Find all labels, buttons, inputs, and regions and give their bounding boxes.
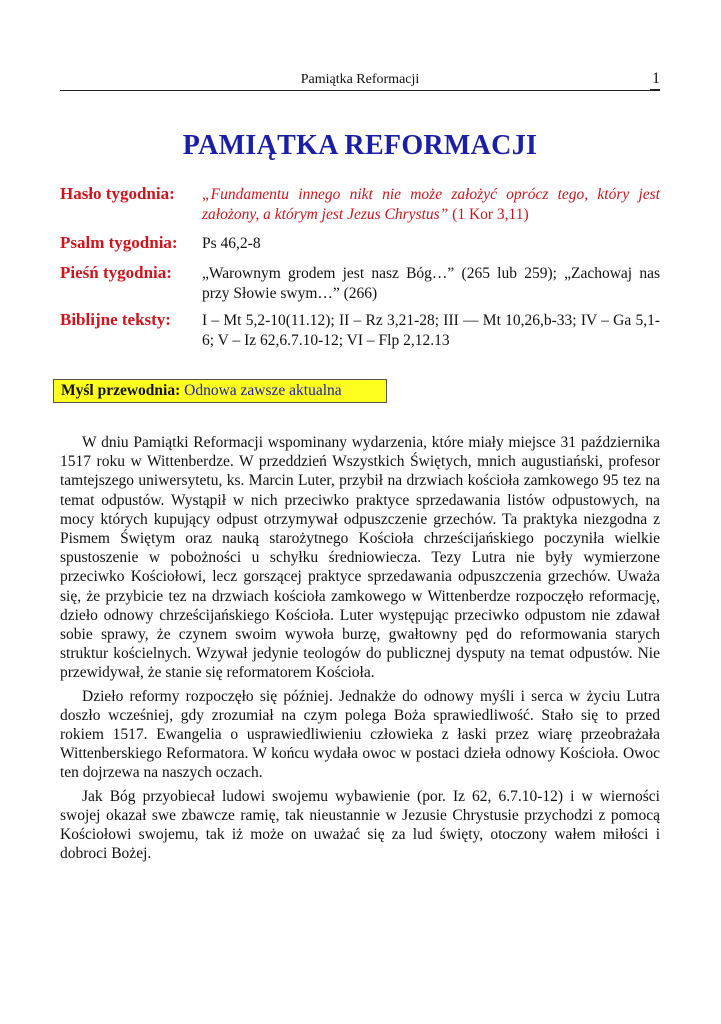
header-divider [60,90,660,91]
running-header [60,70,660,92]
theme-label: Myśl przewodnia: [61,382,181,399]
watchword-reference: (1 Kor 3,11) [448,206,529,223]
theme-value: Odnowa zawsze aktualna [180,382,342,399]
hymn-row [60,263,660,307]
psalm-label: Psalm tygodnia: [60,233,178,252]
psalm-value: Ps 46,2-8 [202,235,261,252]
watchword-row [60,184,660,228]
watchword-value [202,185,660,225]
bible-texts-value: I – Mt 5,2-10(11.12); II – Rz 3,21-28; III — Mt 10,26,b-33; IV – Ga 5,1-6; V – Iz 62,6.7.10-12; VI – Flp 2,12.13 [202,312,660,349]
page-number: 1 [652,70,660,87]
theme-box [53,379,387,403]
hymn-label: Pieśń tygodnia: [60,263,172,282]
page-number-underline [650,89,660,91]
watchword-quote: „Fundamentu innego nikt nie może założyć oprócz tego, który jest założony, a którym jest Jezus Chrystus” [202,186,660,223]
body-text [60,433,660,867]
bible-texts-row [60,310,660,354]
page-title: PAMIĄTKA REFORMACJI [182,130,538,161]
paragraph-3: Jak Bóg przyobiecał ludowi swojemu wybawienie (por. Iz 62, 6.7.10-12) i w wierności swojej okazał swe zbawcze ramię, tak nieustannie w Jezusie Chrystusie przychodzi z pomocą Kościołowi swojemu, tak iż może on uważać się za lud święty, otoczony wałem miłości i dobroci Bożej. [60,787,660,863]
hymn-value: „Warownym grodem jest nasz Bóg…” (265 lub 259); „Zachowaj nas przy Słowie swym…” (266) [202,265,660,302]
running-title: Pamiątka Reformacji [300,72,420,87]
watchword-label: Hasło tygodnia: [60,184,175,203]
paragraph-2: Dzieło reformy rozpoczęło się później. Jednakże do odnowy myśli i serca w życiu Lutra doszło wcześniej, gdy zrozumiał na czym polega Boża sprawiedliwość. Stało się to przed rokiem 1517. Ewangelia o usprawiedliwieniu człowieka z łaski przez wiarę przeobrażała Wittenberskiego Reformatora. W końcu wydała owoc w postaci dzieła odnowy Kościoła. Owoc ten dojrzewa na naszych oczach. [60,687,660,782]
psalm-row [60,233,660,255]
paragraph-1: W dniu Pamiątki Reformacji wspominany wydarzenia, które miały miejsce 31 października 1517 roku w Wittenberdze. W przeddzień Wszystkich Świętych, mnich augustiański, profesor tamtejszego uniwersytetu, ks. Marcin Luter, przybił na drzwiach kościoła zamkowego 95 tez na temat odpustów. Wystąpił w nich przeciwko praktyce sprzedawania listów odpustowych, na mocy których kupujący odpust otrzymywał odpuszczenie grzechów. Ta praktyka niezgodna z Pismem Świętym oraz nauką starożytnego Kościoła chrześcijańskiego poczyniła wielkie spustoszenie w pobożności u schyłku średniowiecza. Tezy Lutra nie były wymierzone przeciwko Kościołowi, lecz gorszącej praktyce sprzedawania odpuszczenia grzechów. Uważa się, że przybicie tez na drzwiach kościoła zamkowego w Wittenberdze rozpoczęło reformację, dzieło odnowy chrześcijańskiego Kościoła. Luter występując przeciwko odpustom nie zdawał sobie sprawy, że czynem swoim wywoła burzę, gwałtowny pęd do reformowania starych struktur kościelnych. Wzywał jedynie teologów do publicznej dysputy na temat odpustów. Nie przewidywał, że stanie się reformatorem Kościoła. [60,434,660,682]
bible-texts-label: Biblijne teksty: [60,310,171,329]
